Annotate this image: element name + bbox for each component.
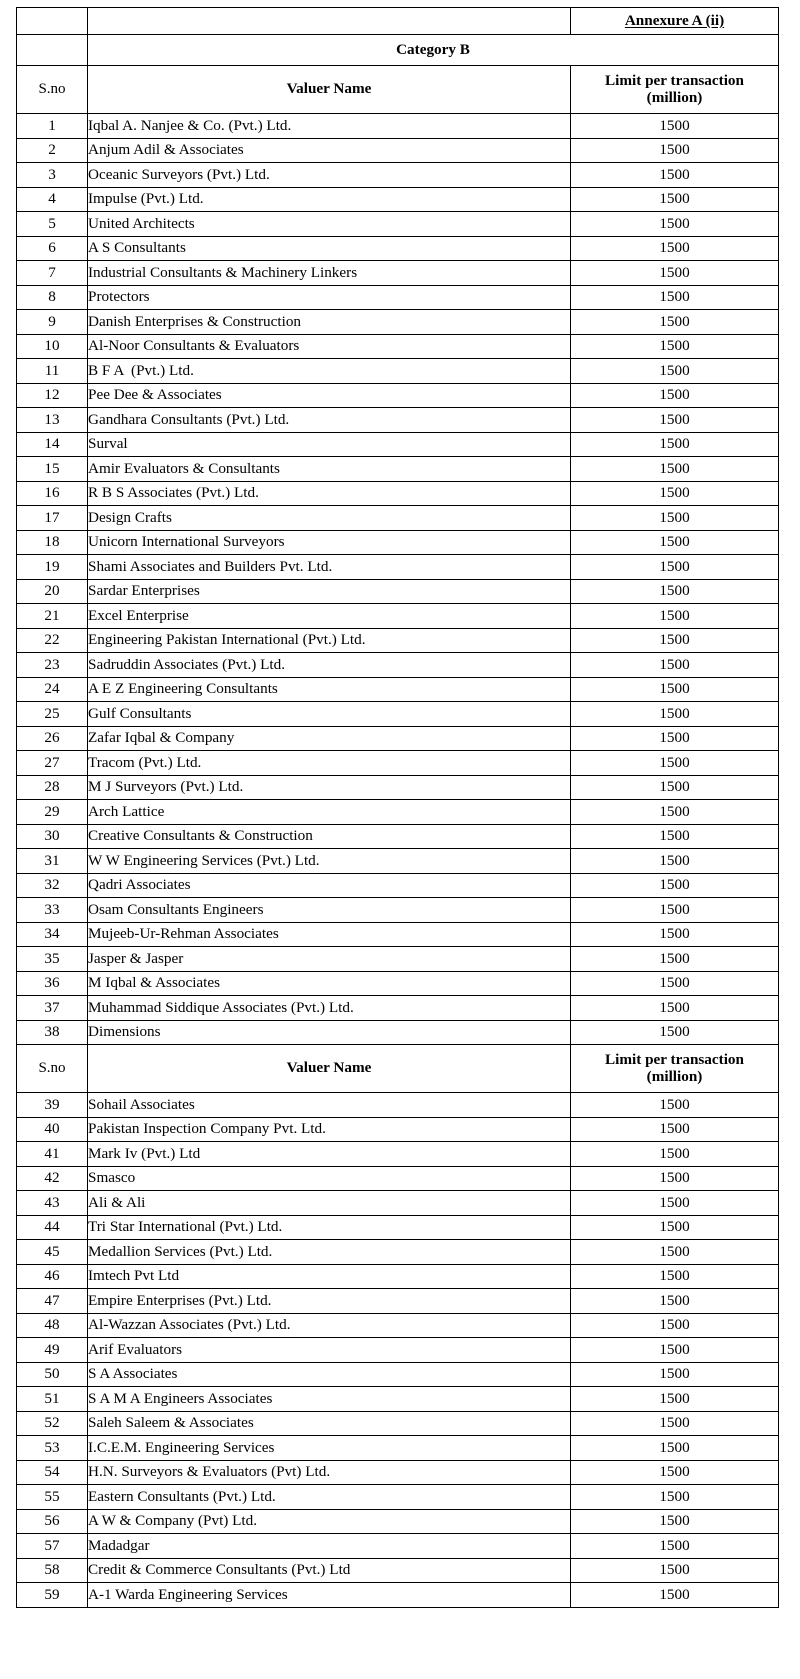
row-valuer-name: Unicorn International Surveyors <box>88 530 571 555</box>
row-valuer-name: Gandhara Consultants (Pvt.) Ltd. <box>88 408 571 433</box>
row-valuer-name: R B S Associates (Pvt.) Ltd. <box>88 481 571 506</box>
row-limit-per-transaction: 1500 <box>571 212 779 237</box>
table-row <box>17 1558 779 1583</box>
row-valuer-name: Pee Dee & Associates <box>88 383 571 408</box>
row-serial-number: 32 <box>17 873 88 898</box>
row-limit-per-transaction: 1500 <box>571 873 779 898</box>
category-header-row <box>17 35 779 66</box>
row-limit-per-transaction: 1500 <box>571 530 779 555</box>
table-row <box>17 1020 779 1045</box>
table-row <box>17 408 779 433</box>
row-limit-per-transaction: 1500 <box>571 481 779 506</box>
row-limit-per-transaction: 1500 <box>571 1583 779 1608</box>
column-header-limit-line2: (million) <box>646 1067 703 1085</box>
row-serial-number: 7 <box>17 261 88 286</box>
row-valuer-name: Imtech Pvt Ltd <box>88 1264 571 1289</box>
row-valuer-name: Qadri Associates <box>88 873 571 898</box>
table-row <box>17 996 779 1021</box>
row-serial-number: 44 <box>17 1215 88 1240</box>
row-valuer-name: Muhammad Siddique Associates (Pvt.) Ltd. <box>88 996 571 1021</box>
row-serial-number: 54 <box>17 1460 88 1485</box>
row-limit-per-transaction: 1500 <box>571 138 779 163</box>
row-serial-number: 19 <box>17 555 88 580</box>
table-row <box>17 726 779 751</box>
row-serial-number: 49 <box>17 1338 88 1363</box>
row-serial-number: 15 <box>17 457 88 482</box>
column-header-limit-line2: (million) <box>646 88 703 106</box>
row-limit-per-transaction: 1500 <box>571 359 779 384</box>
row-valuer-name: S A Associates <box>88 1362 571 1387</box>
row-serial-number: 35 <box>17 947 88 972</box>
column-header-row-repeat <box>17 1045 779 1093</box>
table-row <box>17 628 779 653</box>
row-valuer-name: United Architects <box>88 212 571 237</box>
row-valuer-name: Smasco <box>88 1166 571 1191</box>
row-limit-per-transaction: 1500 <box>571 628 779 653</box>
row-valuer-name: A E Z Engineering Consultants <box>88 677 571 702</box>
row-valuer-name: I.C.E.M. Engineering Services <box>88 1436 571 1461</box>
row-serial-number: 40 <box>17 1117 88 1142</box>
table-row <box>17 1313 779 1338</box>
row-limit-per-transaction: 1500 <box>571 677 779 702</box>
row-valuer-name: Sardar Enterprises <box>88 579 571 604</box>
row-valuer-name: M Iqbal & Associates <box>88 971 571 996</box>
row-limit-per-transaction: 1500 <box>571 163 779 188</box>
row-serial-number: 33 <box>17 898 88 923</box>
row-serial-number: 55 <box>17 1485 88 1510</box>
row-valuer-name: Tracom (Pvt.) Ltd. <box>88 751 571 776</box>
row-limit-per-transaction: 1500 <box>571 1534 779 1559</box>
row-serial-number: 53 <box>17 1436 88 1461</box>
table-row <box>17 1485 779 1510</box>
row-serial-number: 4 <box>17 187 88 212</box>
table-row <box>17 457 779 482</box>
row-serial-number: 30 <box>17 824 88 849</box>
row-serial-number: 1 <box>17 114 88 139</box>
row-limit-per-transaction: 1500 <box>571 726 779 751</box>
row-valuer-name: Oceanic Surveyors (Pvt.) Ltd. <box>88 163 571 188</box>
row-limit-per-transaction: 1500 <box>571 947 779 972</box>
row-serial-number: 29 <box>17 800 88 825</box>
column-header-valuer-name: Valuer Name <box>88 66 571 114</box>
row-limit-per-transaction: 1500 <box>571 285 779 310</box>
row-serial-number: 46 <box>17 1264 88 1289</box>
table-row <box>17 212 779 237</box>
row-valuer-name: Eastern Consultants (Pvt.) Ltd. <box>88 1485 571 1510</box>
row-limit-per-transaction: 1500 <box>571 849 779 874</box>
row-limit-per-transaction: 1500 <box>571 1387 779 1412</box>
row-serial-number: 36 <box>17 971 88 996</box>
row-serial-number: 8 <box>17 285 88 310</box>
row-valuer-name: Engineering Pakistan International (Pvt.) Ltd. <box>88 628 571 653</box>
row-serial-number: 21 <box>17 604 88 629</box>
row-valuer-name: Arch Lattice <box>88 800 571 825</box>
row-limit-per-transaction: 1500 <box>571 1558 779 1583</box>
table-row <box>17 1460 779 1485</box>
table-row <box>17 481 779 506</box>
table-row <box>17 359 779 384</box>
row-valuer-name: Danish Enterprises & Construction <box>88 310 571 335</box>
row-serial-number: 22 <box>17 628 88 653</box>
row-limit-per-transaction: 1500 <box>571 1166 779 1191</box>
row-valuer-name: Arif Evaluators <box>88 1338 571 1363</box>
row-serial-number: 13 <box>17 408 88 433</box>
row-serial-number: 56 <box>17 1509 88 1534</box>
row-valuer-name: Protectors <box>88 285 571 310</box>
row-valuer-name: M J Surveyors (Pvt.) Ltd. <box>88 775 571 800</box>
row-serial-number: 42 <box>17 1166 88 1191</box>
row-valuer-name: Industrial Consultants & Machinery Linkers <box>88 261 571 286</box>
row-limit-per-transaction: 1500 <box>571 1436 779 1461</box>
row-limit-per-transaction: 1500 <box>571 1362 779 1387</box>
row-serial-number: 25 <box>17 702 88 727</box>
row-serial-number: 39 <box>17 1093 88 1118</box>
row-limit-per-transaction: 1500 <box>571 1240 779 1265</box>
table-row <box>17 1387 779 1412</box>
row-serial-number: 11 <box>17 359 88 384</box>
row-limit-per-transaction: 1500 <box>571 1338 779 1363</box>
row-limit-per-transaction: 1500 <box>571 604 779 629</box>
row-serial-number: 26 <box>17 726 88 751</box>
table-row <box>17 334 779 359</box>
row-limit-per-transaction: 1500 <box>571 236 779 261</box>
row-valuer-name: Iqbal A. Nanjee & Co. (Pvt.) Ltd. <box>88 114 571 139</box>
column-header-limit <box>571 1045 779 1093</box>
row-limit-per-transaction: 1500 <box>571 310 779 335</box>
row-limit-per-transaction: 1500 <box>571 775 779 800</box>
table-row <box>17 432 779 457</box>
row-limit-per-transaction: 1500 <box>571 898 779 923</box>
table-row <box>17 677 779 702</box>
row-limit-per-transaction: 1500 <box>571 653 779 678</box>
row-limit-per-transaction: 1500 <box>571 1411 779 1436</box>
table-body <box>17 8 779 1608</box>
row-valuer-name: Osam Consultants Engineers <box>88 898 571 923</box>
row-limit-per-transaction: 1500 <box>571 187 779 212</box>
row-limit-per-transaction: 1500 <box>571 800 779 825</box>
row-serial-number: 34 <box>17 922 88 947</box>
table-row <box>17 1142 779 1167</box>
table-row <box>17 971 779 996</box>
row-limit-per-transaction: 1500 <box>571 971 779 996</box>
row-limit-per-transaction: 1500 <box>571 1485 779 1510</box>
row-valuer-name: Pakistan Inspection Company Pvt. Ltd. <box>88 1117 571 1142</box>
row-valuer-name: Al-Noor Consultants & Evaluators <box>88 334 571 359</box>
table-row <box>17 1338 779 1363</box>
row-valuer-name: A-1 Warda Engineering Services <box>88 1583 571 1608</box>
table-row <box>17 1362 779 1387</box>
row-valuer-name: W W Engineering Services (Pvt.) Ltd. <box>88 849 571 874</box>
row-serial-number: 41 <box>17 1142 88 1167</box>
row-limit-per-transaction: 1500 <box>571 1460 779 1485</box>
row-limit-per-transaction: 1500 <box>571 1191 779 1216</box>
row-serial-number: 51 <box>17 1387 88 1412</box>
table-row <box>17 1240 779 1265</box>
annexure-label-text: Annexure A (ii) <box>624 11 725 29</box>
row-valuer-name: Creative Consultants & Construction <box>88 824 571 849</box>
table-row <box>17 285 779 310</box>
row-valuer-name: Mujeeb-Ur-Rehman Associates <box>88 922 571 947</box>
row-limit-per-transaction: 1500 <box>571 1289 779 1314</box>
table-row <box>17 947 779 972</box>
table-row <box>17 1436 779 1461</box>
row-valuer-name: Excel Enterprise <box>88 604 571 629</box>
row-serial-number: 52 <box>17 1411 88 1436</box>
row-valuer-name: Sohail Associates <box>88 1093 571 1118</box>
row-valuer-name: S A M A Engineers Associates <box>88 1387 571 1412</box>
row-limit-per-transaction: 1500 <box>571 408 779 433</box>
table-row <box>17 604 779 629</box>
row-serial-number: 5 <box>17 212 88 237</box>
table-row <box>17 702 779 727</box>
category-title: Category B <box>88 35 779 66</box>
table-row <box>17 849 779 874</box>
table-row <box>17 1191 779 1216</box>
table-row <box>17 1583 779 1608</box>
row-serial-number: 45 <box>17 1240 88 1265</box>
annexure-label <box>571 8 779 35</box>
valuers-table <box>16 7 779 1608</box>
table-row <box>17 114 779 139</box>
row-serial-number: 17 <box>17 506 88 531</box>
table-row <box>17 1166 779 1191</box>
column-header-limit-line1: Limit per transaction <box>605 72 744 90</box>
table-row <box>17 1117 779 1142</box>
row-serial-number: 12 <box>17 383 88 408</box>
row-limit-per-transaction: 1500 <box>571 579 779 604</box>
row-valuer-name: Amir Evaluators & Consultants <box>88 457 571 482</box>
row-serial-number: 20 <box>17 579 88 604</box>
row-serial-number: 16 <box>17 481 88 506</box>
table-row <box>17 261 779 286</box>
row-serial-number: 31 <box>17 849 88 874</box>
column-header-limit <box>571 66 779 114</box>
row-serial-number: 43 <box>17 1191 88 1216</box>
table-row <box>17 800 779 825</box>
row-serial-number: 10 <box>17 334 88 359</box>
row-serial-number: 38 <box>17 1020 88 1045</box>
row-limit-per-transaction: 1500 <box>571 1093 779 1118</box>
row-limit-per-transaction: 1500 <box>571 334 779 359</box>
row-limit-per-transaction: 1500 <box>571 1020 779 1045</box>
row-valuer-name: H.N. Surveyors & Evaluators (Pvt) Ltd. <box>88 1460 571 1485</box>
row-valuer-name: B F A (Pvt.) Ltd. <box>88 359 571 384</box>
row-valuer-name: Tri Star International (Pvt.) Ltd. <box>88 1215 571 1240</box>
row-limit-per-transaction: 1500 <box>571 1509 779 1534</box>
table-row <box>17 1534 779 1559</box>
table-row <box>17 751 779 776</box>
row-limit-per-transaction: 1500 <box>571 996 779 1021</box>
table-row <box>17 530 779 555</box>
row-serial-number: 58 <box>17 1558 88 1583</box>
row-valuer-name: Al-Wazzan Associates (Pvt.) Ltd. <box>88 1313 571 1338</box>
row-serial-number: 3 <box>17 163 88 188</box>
row-limit-per-transaction: 1500 <box>571 702 779 727</box>
row-limit-per-transaction: 1500 <box>571 457 779 482</box>
table-row <box>17 1411 779 1436</box>
row-limit-per-transaction: 1500 <box>571 1117 779 1142</box>
row-valuer-name: Credit & Commerce Consultants (Pvt.) Ltd <box>88 1558 571 1583</box>
row-limit-per-transaction: 1500 <box>571 1264 779 1289</box>
row-valuer-name: A W & Company (Pvt) Ltd. <box>88 1509 571 1534</box>
row-valuer-name: A S Consultants <box>88 236 571 261</box>
table-row <box>17 163 779 188</box>
row-limit-per-transaction: 1500 <box>571 383 779 408</box>
row-serial-number: 59 <box>17 1583 88 1608</box>
row-valuer-name: Dimensions <box>88 1020 571 1045</box>
row-limit-per-transaction: 1500 <box>571 506 779 531</box>
empty-cell <box>17 35 88 66</box>
table-row <box>17 922 779 947</box>
row-serial-number: 47 <box>17 1289 88 1314</box>
table-row <box>17 653 779 678</box>
table-row <box>17 138 779 163</box>
row-valuer-name: Shami Associates and Builders Pvt. Ltd. <box>88 555 571 580</box>
row-limit-per-transaction: 1500 <box>571 555 779 580</box>
row-limit-per-transaction: 1500 <box>571 1313 779 1338</box>
table-row <box>17 1215 779 1240</box>
row-valuer-name: Gulf Consultants <box>88 702 571 727</box>
row-valuer-name: Sadruddin Associates (Pvt.) Ltd. <box>88 653 571 678</box>
column-header-valuer-name: Valuer Name <box>88 1045 571 1093</box>
table-row <box>17 579 779 604</box>
row-serial-number: 27 <box>17 751 88 776</box>
row-serial-number: 9 <box>17 310 88 335</box>
row-serial-number: 28 <box>17 775 88 800</box>
row-valuer-name: Medallion Services (Pvt.) Ltd. <box>88 1240 571 1265</box>
row-serial-number: 48 <box>17 1313 88 1338</box>
column-header-row <box>17 66 779 114</box>
row-valuer-name: Ali & Ali <box>88 1191 571 1216</box>
row-valuer-name: Empire Enterprises (Pvt.) Ltd. <box>88 1289 571 1314</box>
row-serial-number: 2 <box>17 138 88 163</box>
table-row <box>17 824 779 849</box>
table-row <box>17 898 779 923</box>
row-valuer-name: Anjum Adil & Associates <box>88 138 571 163</box>
row-limit-per-transaction: 1500 <box>571 1142 779 1167</box>
row-limit-per-transaction: 1500 <box>571 824 779 849</box>
row-valuer-name: Jasper & Jasper <box>88 947 571 972</box>
row-valuer-name: Mark Iv (Pvt.) Ltd <box>88 1142 571 1167</box>
row-valuer-name: Madadgar <box>88 1534 571 1559</box>
row-serial-number: 24 <box>17 677 88 702</box>
column-header-sno: S.no <box>17 66 88 114</box>
row-limit-per-transaction: 1500 <box>571 114 779 139</box>
table-row <box>17 1289 779 1314</box>
table-row <box>17 873 779 898</box>
empty-cell <box>88 8 571 35</box>
annexure-header-row <box>17 8 779 35</box>
row-valuer-name: Surval <box>88 432 571 457</box>
row-serial-number: 37 <box>17 996 88 1021</box>
table-row <box>17 383 779 408</box>
row-valuer-name: Saleh Saleem & Associates <box>88 1411 571 1436</box>
row-valuer-name: Impulse (Pvt.) Ltd. <box>88 187 571 212</box>
row-serial-number: 18 <box>17 530 88 555</box>
column-header-limit-line1: Limit per transaction <box>605 1051 744 1069</box>
row-limit-per-transaction: 1500 <box>571 1215 779 1240</box>
table-row <box>17 310 779 335</box>
row-valuer-name: Zafar Iqbal & Company <box>88 726 571 751</box>
row-valuer-name: Design Crafts <box>88 506 571 531</box>
table-row <box>17 236 779 261</box>
row-serial-number: 14 <box>17 432 88 457</box>
row-limit-per-transaction: 1500 <box>571 432 779 457</box>
table-row <box>17 555 779 580</box>
table-row <box>17 506 779 531</box>
table-row <box>17 187 779 212</box>
row-serial-number: 57 <box>17 1534 88 1559</box>
row-limit-per-transaction: 1500 <box>571 751 779 776</box>
row-serial-number: 23 <box>17 653 88 678</box>
row-limit-per-transaction: 1500 <box>571 922 779 947</box>
row-serial-number: 50 <box>17 1362 88 1387</box>
table-row <box>17 1093 779 1118</box>
row-limit-per-transaction: 1500 <box>571 261 779 286</box>
empty-cell <box>17 8 88 35</box>
row-serial-number: 6 <box>17 236 88 261</box>
table-row <box>17 1509 779 1534</box>
table-row <box>17 775 779 800</box>
column-header-sno: S.no <box>17 1045 88 1093</box>
table-row <box>17 1264 779 1289</box>
